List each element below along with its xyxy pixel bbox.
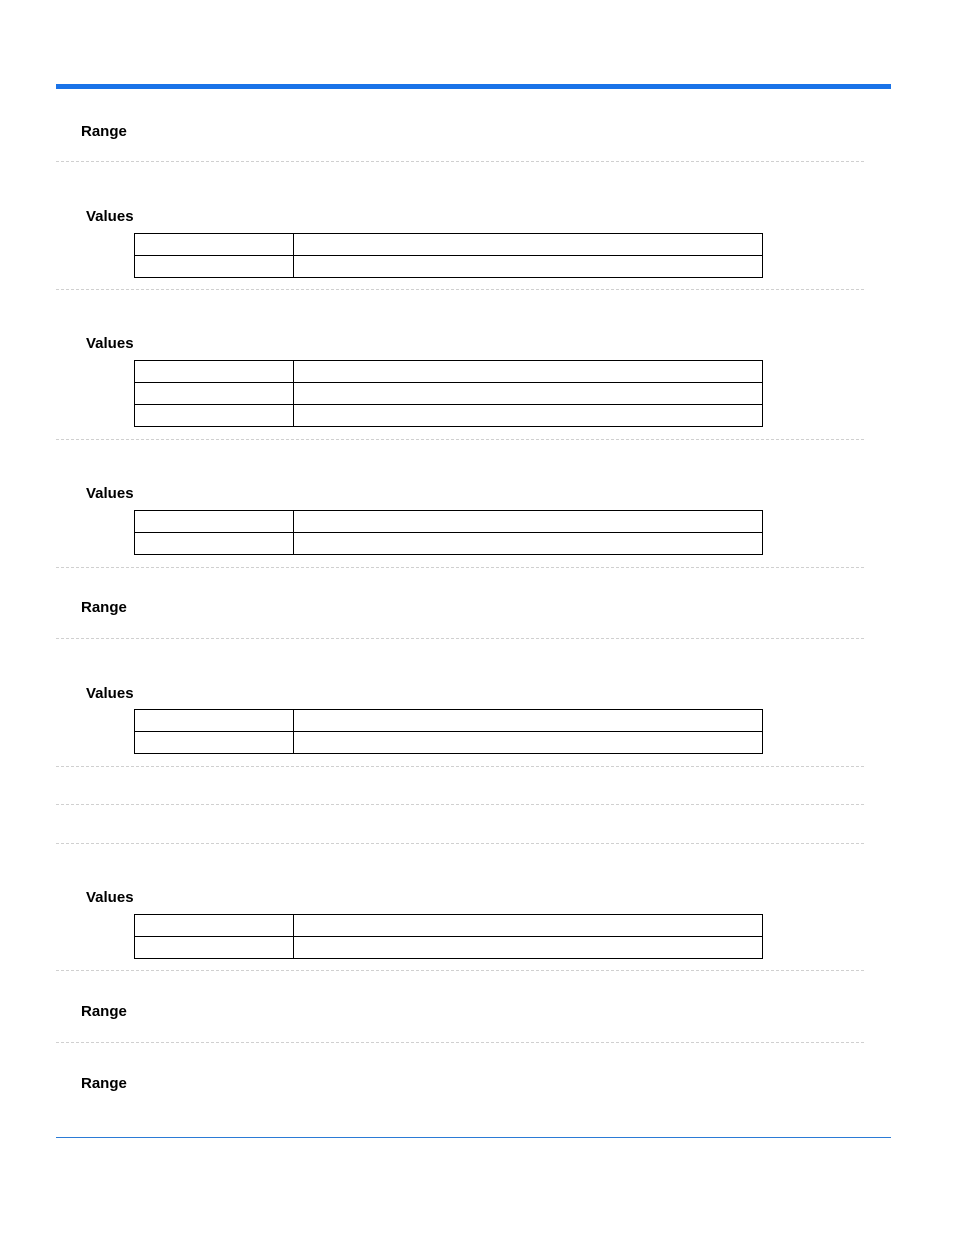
values-label: Values: [86, 335, 134, 352]
section-divider: [56, 638, 864, 639]
table-cell: [135, 710, 294, 732]
section-divider: [56, 289, 864, 290]
table-cell: [135, 405, 294, 427]
table-cell: [294, 234, 763, 256]
table-row: [135, 732, 763, 754]
table-row: [135, 915, 763, 937]
table-cell: [135, 533, 294, 555]
range-label: Range: [81, 1075, 127, 1092]
table-cell: [294, 361, 763, 383]
section-divider: [56, 766, 864, 767]
table-cell: [135, 732, 294, 754]
table-cell: [135, 361, 294, 383]
table-row: [135, 234, 763, 256]
table-cell: [294, 405, 763, 427]
range-label: Range: [81, 123, 127, 140]
section-divider: [56, 1042, 864, 1043]
table-cell: [294, 256, 763, 278]
section-divider: [56, 843, 864, 844]
table-cell: [294, 511, 763, 533]
footer-rule: [56, 1137, 891, 1138]
table-row: [135, 256, 763, 278]
table-row: [135, 511, 763, 533]
table-row: [135, 383, 763, 405]
range-label: Range: [81, 1003, 127, 1020]
section-divider: [56, 161, 864, 162]
table-row: [135, 405, 763, 427]
table-cell: [135, 937, 294, 959]
values-table: [134, 510, 763, 555]
section-divider: [56, 970, 864, 971]
table-row: [135, 533, 763, 555]
table-cell: [294, 732, 763, 754]
table-cell: [135, 915, 294, 937]
table-cell: [294, 937, 763, 959]
table-row: [135, 361, 763, 383]
table-cell: [294, 533, 763, 555]
values-label: Values: [86, 685, 134, 702]
table-cell: [294, 915, 763, 937]
values-table: [134, 233, 763, 278]
values-table: [134, 360, 763, 427]
table-cell: [294, 383, 763, 405]
table-cell: [294, 710, 763, 732]
values-label: Values: [86, 889, 134, 906]
table-cell: [135, 383, 294, 405]
range-label: Range: [81, 599, 127, 616]
table-row: [135, 937, 763, 959]
section-divider: [56, 567, 864, 568]
table-row: [135, 710, 763, 732]
table-cell: [135, 256, 294, 278]
table-cell: [135, 234, 294, 256]
values-table: [134, 914, 763, 959]
values-label: Values: [86, 485, 134, 502]
header-rule: [56, 84, 891, 89]
values-label: Values: [86, 208, 134, 225]
section-divider: [56, 439, 864, 440]
values-table: [134, 709, 763, 754]
table-cell: [135, 511, 294, 533]
section-divider: [56, 804, 864, 805]
